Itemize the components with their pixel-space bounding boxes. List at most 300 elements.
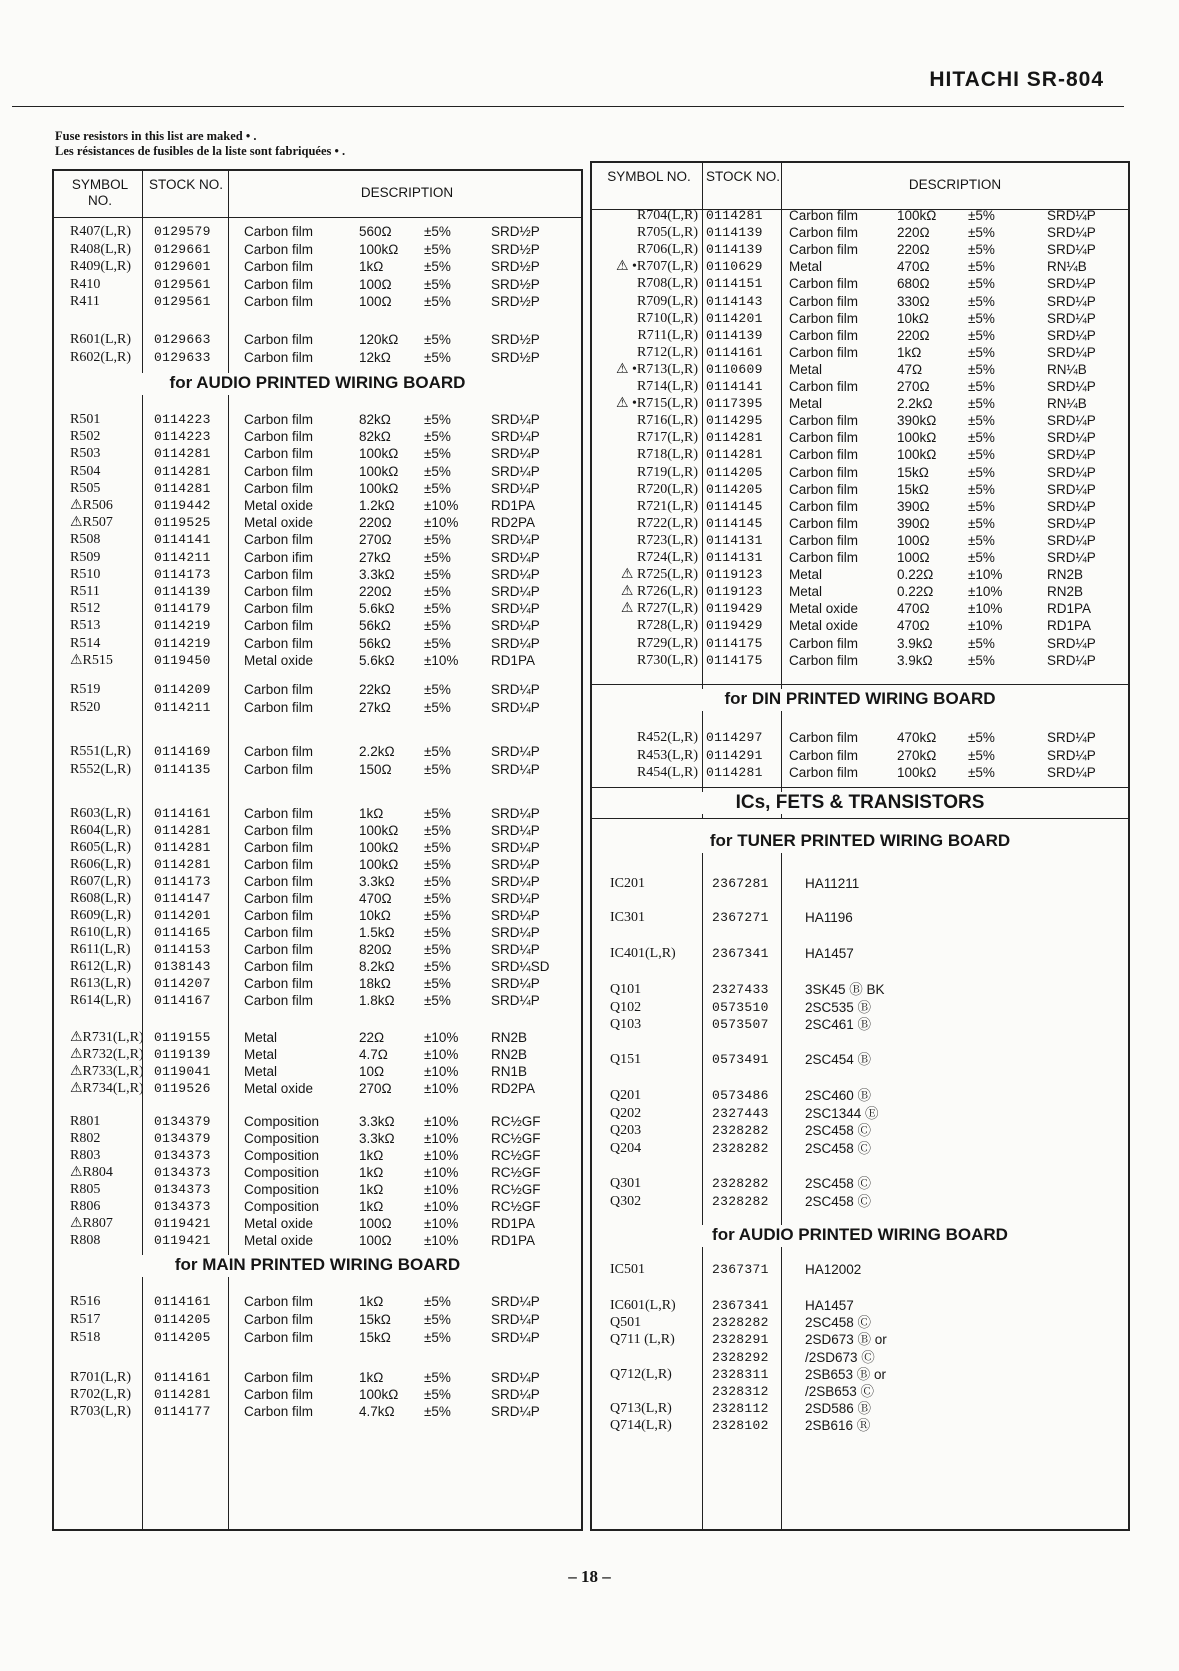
resistor-row bbox=[592, 747, 1128, 765]
stock-number: 0114297 bbox=[706, 730, 763, 745]
stock-number: 2328312 bbox=[712, 1384, 769, 1399]
resistance-value: 100kΩ bbox=[359, 241, 399, 257]
stock-number: 0114135 bbox=[154, 761, 211, 777]
description-type: Carbon film bbox=[789, 225, 859, 241]
device-type: HA1457 bbox=[805, 1298, 854, 1313]
tolerance: ±5% bbox=[968, 730, 995, 745]
resistance-value: 270Ω bbox=[359, 532, 392, 548]
description-type: Carbon film bbox=[244, 806, 314, 821]
tolerance: ±5% bbox=[968, 344, 995, 360]
description-type: Carbon film bbox=[244, 446, 314, 462]
description-type: Carbon film bbox=[244, 891, 314, 906]
semiconductor-row bbox=[592, 1261, 1128, 1279]
resistor-row bbox=[54, 1164, 581, 1182]
part-code: SRD¼P bbox=[491, 566, 540, 582]
resistance-value: 1kΩ bbox=[359, 259, 384, 274]
part-symbol: ⚠ R726(L,R) bbox=[620, 584, 698, 600]
section-ics-fets-transistors: ICs, FETS & TRANSISTORS bbox=[592, 792, 1128, 814]
description-type: Carbon film bbox=[244, 349, 314, 365]
device-type: 2SC458 Ⓒ bbox=[805, 1140, 872, 1156]
part-symbol: R806 bbox=[70, 1199, 101, 1214]
description-type: Carbon film bbox=[244, 942, 314, 957]
resistance-value: 3.3kΩ bbox=[359, 1131, 395, 1146]
tolerance: ±5% bbox=[424, 925, 451, 940]
part-code: RD1PA bbox=[491, 1216, 536, 1231]
resistor-row bbox=[54, 805, 581, 823]
part-symbol: Q202 bbox=[610, 1105, 642, 1121]
tolerance: ±5% bbox=[424, 446, 451, 462]
stock-number: 0119429 bbox=[706, 601, 763, 617]
description-type: Carbon film bbox=[244, 276, 314, 292]
part-code: SRD¼P bbox=[491, 463, 540, 479]
part-symbol: R411 bbox=[70, 294, 100, 309]
part-symbol: Q712(L,R) bbox=[610, 1366, 672, 1382]
description-type: Carbon film bbox=[244, 857, 314, 872]
device-type: 2SC1344 Ⓔ bbox=[805, 1105, 879, 1121]
resistance-value: 1kΩ bbox=[359, 1294, 384, 1309]
resistance-value: 1kΩ bbox=[359, 1148, 384, 1163]
stock-number: 2328102 bbox=[712, 1418, 769, 1434]
stock-number: 0134379 bbox=[154, 1114, 211, 1129]
part-code: SRD¼P bbox=[1047, 550, 1096, 565]
description-type: Metal bbox=[789, 567, 823, 583]
part-code: RN¼B bbox=[1047, 361, 1087, 377]
resistance-value: 1kΩ bbox=[359, 1182, 384, 1197]
stock-number: 0114139 bbox=[706, 242, 763, 258]
description-type: Composition bbox=[244, 1182, 320, 1197]
description-type: Carbon film bbox=[244, 412, 314, 427]
part-code: SRD¼P bbox=[1047, 515, 1096, 531]
resistor-row bbox=[592, 729, 1128, 747]
description-type: Carbon film bbox=[789, 515, 859, 531]
description-type: Composition bbox=[244, 1131, 320, 1146]
tolerance: ±5% bbox=[424, 1330, 451, 1345]
description-type: Carbon film bbox=[244, 840, 314, 855]
document-header-title: HITACHI SR-804 bbox=[929, 68, 1104, 91]
part-symbol: Q103 bbox=[610, 1017, 642, 1032]
description-type: Carbon film bbox=[789, 730, 859, 745]
part-code: SRD¼P bbox=[491, 446, 540, 462]
stock-number: 0114165 bbox=[154, 925, 211, 940]
tolerance: ±5% bbox=[424, 549, 451, 565]
resistor-row bbox=[54, 531, 581, 549]
stock-number: 0114211 bbox=[154, 549, 211, 565]
resistance-value: 27kΩ bbox=[359, 699, 391, 715]
part-symbol: R602(L,R) bbox=[70, 349, 132, 365]
part-symbol: R803 bbox=[70, 1148, 101, 1163]
resistor-row bbox=[592, 764, 1128, 782]
tolerance: ±5% bbox=[968, 550, 995, 565]
resistor-row bbox=[592, 378, 1128, 396]
resistor-row bbox=[54, 223, 581, 241]
stock-number: 0119041 bbox=[154, 1064, 211, 1079]
resistance-value: 390Ω bbox=[897, 498, 930, 514]
stock-number: 0114281 bbox=[154, 446, 211, 462]
part-symbol: R454(L,R) bbox=[636, 765, 698, 780]
part-code: RD2PA bbox=[491, 515, 536, 531]
stock-number: 0114205 bbox=[706, 481, 763, 497]
part-symbol: Q204 bbox=[610, 1140, 642, 1156]
description-type: Composition bbox=[244, 1114, 320, 1129]
part-code: SRD¼P bbox=[1047, 447, 1096, 463]
part-symbol: ⚠ R725(L,R) bbox=[620, 567, 698, 583]
description-type: Metal bbox=[244, 1064, 278, 1079]
part-symbol: R717(L,R) bbox=[636, 430, 698, 446]
resistor-row bbox=[592, 327, 1128, 345]
resistor-row bbox=[54, 635, 581, 653]
stock-number: 0114173 bbox=[154, 566, 211, 582]
resistance-value: 560Ω bbox=[359, 224, 392, 239]
tolerance: ±5% bbox=[968, 635, 995, 651]
part-symbol: IC601(L,R) bbox=[610, 1298, 676, 1313]
parts-table-left bbox=[52, 169, 583, 1531]
tolerance: ±5% bbox=[424, 601, 451, 617]
description-type: Carbon ifim bbox=[244, 549, 314, 565]
stock-number: 0114139 bbox=[706, 225, 763, 241]
description-type: Carbon film bbox=[244, 1330, 314, 1345]
description-type: Metal bbox=[789, 361, 823, 377]
part-symbol: R510 bbox=[70, 566, 101, 582]
header-rule bbox=[12, 106, 1124, 107]
stock-number: 0114147 bbox=[154, 891, 211, 906]
part-symbol: R410 bbox=[70, 276, 101, 292]
description-type: Carbon film bbox=[244, 463, 314, 479]
resistance-value: 100kΩ bbox=[359, 463, 399, 479]
tolerance: ±5% bbox=[968, 515, 995, 531]
section-audio-pwb-ics: for AUDIO PRINTED WIRING BOARD bbox=[592, 1225, 1128, 1247]
resistance-value: 680Ω bbox=[897, 276, 930, 292]
tolerance: ±10% bbox=[424, 652, 459, 668]
tolerance: ±5% bbox=[424, 993, 451, 1008]
part-code: SRD¼P bbox=[491, 891, 540, 906]
stock-number: 0119155 bbox=[154, 1030, 211, 1045]
part-code: SRD¼P bbox=[1047, 464, 1096, 480]
resistance-value: 220Ω bbox=[359, 515, 392, 531]
resistor-row bbox=[592, 600, 1128, 618]
resistor-row bbox=[54, 349, 581, 367]
resistance-value: 220Ω bbox=[897, 242, 930, 258]
tolerance: ±10% bbox=[424, 1148, 459, 1163]
semiconductor-row bbox=[592, 1105, 1128, 1123]
resistor-row bbox=[54, 1215, 581, 1233]
section-main-pwb: for MAIN PRINTED WIRING BOARD bbox=[54, 1255, 581, 1277]
stock-number: 0114139 bbox=[154, 584, 211, 599]
semiconductor-row bbox=[592, 981, 1128, 999]
part-symbol: R409(L,R) bbox=[70, 259, 132, 274]
resistance-value: 5.6kΩ bbox=[359, 601, 395, 617]
resistance-value: 3.3kΩ bbox=[359, 1114, 395, 1129]
part-code: SRD¼P bbox=[1047, 293, 1096, 309]
part-symbol: R702(L,R) bbox=[70, 1387, 132, 1402]
semiconductor-row bbox=[592, 999, 1128, 1017]
tolerance: ±5% bbox=[424, 1312, 451, 1327]
part-code: RD2PA bbox=[491, 1081, 536, 1096]
description-type: Carbon film bbox=[789, 430, 859, 446]
device-type: /2SB653 Ⓒ bbox=[805, 1384, 875, 1399]
description-type: Metal bbox=[244, 1030, 278, 1045]
stock-number: 0114281 bbox=[154, 1387, 211, 1402]
stock-number: 2328291 bbox=[712, 1332, 769, 1348]
resistance-value: 8.2kΩ bbox=[359, 959, 395, 974]
part-symbol: R519 bbox=[70, 682, 101, 697]
resistor-row bbox=[54, 652, 581, 670]
resistor-row bbox=[54, 1311, 581, 1329]
tolerance: ±5% bbox=[424, 618, 451, 634]
tolerance: ±5% bbox=[968, 276, 995, 292]
stock-number: 0119429 bbox=[706, 618, 763, 634]
part-symbol: R706(L,R) bbox=[636, 242, 698, 258]
tolerance: ±5% bbox=[968, 259, 995, 275]
tolerance: ±10% bbox=[424, 498, 459, 513]
stock-number: 0134379 bbox=[154, 1131, 211, 1146]
resistance-value: 4.7Ω bbox=[359, 1047, 388, 1062]
description-type: Metal oxide bbox=[789, 601, 859, 617]
tolerance: ±5% bbox=[424, 874, 451, 889]
stock-number: 2328282 bbox=[712, 1140, 769, 1156]
resistor-row bbox=[54, 1198, 581, 1216]
stock-number: 0114151 bbox=[706, 276, 763, 292]
resistance-value: 0.22Ω bbox=[897, 567, 934, 583]
part-symbol: Q101 bbox=[610, 982, 642, 997]
description-type: Carbon film bbox=[789, 652, 859, 668]
tolerance: ±5% bbox=[968, 481, 995, 497]
stock-number: 0129661 bbox=[154, 241, 211, 257]
part-code: SRD¼P bbox=[491, 412, 540, 427]
tolerance: ±5% bbox=[968, 225, 995, 241]
resistance-value: 22kΩ bbox=[359, 682, 391, 697]
description-type: Carbon film bbox=[789, 481, 859, 497]
stock-number: 0114131 bbox=[706, 532, 763, 548]
description-type: Carbon film bbox=[789, 498, 859, 514]
resistor-row bbox=[54, 992, 581, 1010]
semiconductor-row bbox=[592, 1016, 1128, 1034]
part-code: RN2B bbox=[1047, 567, 1084, 583]
resistance-value: 10Ω bbox=[359, 1064, 385, 1079]
stock-number: 0114173 bbox=[154, 874, 211, 889]
tolerance: ±10% bbox=[424, 1114, 459, 1129]
part-code: SRD¼P bbox=[1047, 413, 1096, 429]
stock-number: 0119442 bbox=[154, 498, 211, 513]
part-symbol: R518 bbox=[70, 1330, 101, 1345]
stock-number: 0114281 bbox=[154, 480, 211, 496]
semiconductor-row bbox=[592, 1297, 1128, 1315]
part-symbol: R802 bbox=[70, 1131, 101, 1146]
resistance-value: 390kΩ bbox=[897, 413, 937, 429]
fuse-notes bbox=[55, 129, 345, 159]
part-symbol: Q102 bbox=[610, 999, 642, 1015]
semiconductor-row bbox=[592, 909, 1128, 927]
part-symbol: R607(L,R) bbox=[70, 874, 132, 889]
stock-number: 2328282 bbox=[712, 1315, 769, 1331]
stock-number: 0114161 bbox=[154, 806, 211, 821]
description-type: Metal oxide bbox=[244, 515, 314, 531]
part-symbol: R721(L,R) bbox=[636, 498, 698, 514]
description-type: Carbon film bbox=[244, 332, 314, 347]
stock-number: 0114295 bbox=[706, 413, 763, 429]
tolerance: ±5% bbox=[424, 682, 451, 697]
resistor-row bbox=[54, 1403, 581, 1421]
part-symbol: R709(L,R) bbox=[636, 293, 698, 309]
resistance-value: 100kΩ bbox=[897, 447, 937, 463]
part-code: SRD¼P bbox=[491, 618, 540, 634]
part-code: SRD½P bbox=[491, 241, 540, 257]
stock-number: 0114219 bbox=[154, 635, 211, 651]
tolerance: ±5% bbox=[424, 224, 451, 239]
part-code: RN¼B bbox=[1047, 396, 1087, 412]
tolerance: ±5% bbox=[424, 276, 451, 292]
description-type: Carbon film bbox=[789, 532, 859, 548]
resistor-row bbox=[54, 975, 581, 993]
part-code: SRD¼P bbox=[1047, 379, 1096, 394]
stock-number: 0114209 bbox=[154, 682, 211, 697]
resistor-row bbox=[54, 873, 581, 891]
part-code: SRD¼P bbox=[491, 699, 540, 715]
semiconductor-row bbox=[592, 945, 1128, 963]
description-type: Carbon film bbox=[789, 293, 859, 309]
resistor-row bbox=[54, 600, 581, 618]
resistance-value: 15kΩ bbox=[359, 1312, 391, 1327]
tolerance: ±5% bbox=[424, 532, 451, 548]
part-code: SRD¼P bbox=[491, 635, 540, 651]
resistance-value: 100kΩ bbox=[359, 823, 399, 838]
part-code: RC½GF bbox=[491, 1114, 541, 1129]
description-type: Carbon film bbox=[244, 259, 314, 274]
resistor-row bbox=[592, 429, 1128, 447]
part-symbol: R605(L,R) bbox=[70, 840, 132, 855]
resistance-value: 15kΩ bbox=[897, 464, 929, 480]
stock-number: 2367341 bbox=[712, 1298, 769, 1313]
tolerance: ±10% bbox=[424, 1131, 459, 1146]
description-type: Metal oxide bbox=[244, 1216, 314, 1231]
header-description: DESCRIPTION bbox=[908, 177, 1002, 192]
stock-number: 0114205 bbox=[154, 1330, 211, 1345]
tolerance: ±5% bbox=[424, 349, 451, 365]
tolerance: ±5% bbox=[424, 840, 451, 855]
part-symbol: R723(L,R) bbox=[636, 532, 698, 548]
description-type: Carbon film bbox=[244, 635, 314, 651]
device-type: HA1196 bbox=[805, 910, 853, 925]
part-code: SRD¼P bbox=[491, 1370, 540, 1385]
part-symbol: R551(L,R) bbox=[70, 744, 132, 759]
description-type: Metal oxide bbox=[244, 498, 314, 513]
section-tuner-pwb: for TUNER PRINTED WIRING BOARD bbox=[592, 831, 1128, 853]
part-symbol: R728(L,R) bbox=[636, 618, 698, 634]
semiconductor-row bbox=[592, 1175, 1128, 1193]
note-french: Les résistances de fusibles de la liste sont fabriquées • . bbox=[55, 144, 346, 158]
description-type: Carbon film bbox=[789, 413, 859, 429]
stock-number: 2328282 bbox=[712, 1176, 769, 1191]
part-symbol: ⚠R731(L,R) bbox=[70, 1030, 144, 1045]
part-symbol: R716(L,R) bbox=[636, 413, 698, 429]
stock-number: 2327433 bbox=[712, 982, 769, 997]
part-code: RD1PA bbox=[491, 652, 536, 668]
tolerance: ±5% bbox=[424, 566, 451, 582]
part-code: SRD¼P bbox=[1047, 730, 1096, 745]
part-code: SRD½P bbox=[491, 294, 540, 309]
resistor-row bbox=[54, 1029, 581, 1047]
stock-number: 0114281 bbox=[706, 765, 763, 780]
part-code: SRD¼P bbox=[1047, 225, 1096, 241]
tolerance: ±5% bbox=[424, 1294, 451, 1309]
section-rule bbox=[592, 684, 1128, 685]
stock-number: 0573507 bbox=[712, 1017, 769, 1032]
part-code: SRD¼P bbox=[1047, 765, 1096, 780]
device-type: 2SD586 Ⓑ bbox=[805, 1401, 872, 1417]
tolerance: ±5% bbox=[424, 823, 451, 838]
resistor-row bbox=[54, 1232, 581, 1250]
tolerance: ±5% bbox=[424, 635, 451, 651]
part-symbol: R703(L,R) bbox=[70, 1404, 132, 1419]
resistance-value: 100Ω bbox=[897, 532, 930, 548]
resistor-row bbox=[54, 924, 581, 942]
stock-number: 0119421 bbox=[154, 1216, 211, 1231]
section-rule bbox=[592, 787, 1128, 788]
resistance-value: 27kΩ bbox=[359, 549, 391, 565]
resistance-value: 270Ω bbox=[897, 379, 930, 394]
resistance-value: 100kΩ bbox=[897, 765, 937, 780]
resistor-row bbox=[592, 532, 1128, 550]
part-symbol: ⚠ R727(L,R) bbox=[620, 601, 698, 617]
resistor-row bbox=[54, 566, 581, 584]
part-symbol: R503 bbox=[70, 446, 101, 462]
resistance-value: 100kΩ bbox=[359, 1387, 399, 1402]
resistance-value: 470Ω bbox=[359, 891, 392, 906]
resistor-row bbox=[54, 761, 581, 779]
stock-number: 0114179 bbox=[154, 601, 211, 617]
part-symbol: R805 bbox=[70, 1182, 101, 1197]
stock-number: 0114281 bbox=[154, 840, 211, 855]
tolerance: ±5% bbox=[968, 361, 995, 377]
tolerance: ±5% bbox=[968, 379, 995, 394]
part-symbol: R612(L,R) bbox=[70, 959, 132, 974]
resistor-row bbox=[592, 412, 1128, 430]
stock-number: 0114131 bbox=[706, 550, 763, 565]
part-symbol: R704(L,R) bbox=[636, 208, 698, 223]
part-symbol: ⚠R732(L,R) bbox=[70, 1047, 144, 1062]
resistor-row bbox=[592, 583, 1128, 601]
part-symbol: ⚠ •R713(L,R) bbox=[615, 361, 698, 377]
resistance-value: 82kΩ bbox=[359, 429, 391, 445]
part-code: SRD¼P bbox=[1047, 327, 1096, 343]
description-type: Carbon film bbox=[244, 294, 314, 309]
part-symbol: R730(L,R) bbox=[636, 652, 698, 668]
resistance-value: 470Ω bbox=[897, 618, 930, 634]
stock-number: 0114143 bbox=[706, 293, 763, 309]
stock-number: 2367271 bbox=[712, 910, 769, 925]
resistance-value: 5.6kΩ bbox=[359, 652, 395, 668]
description-type: Carbon film bbox=[789, 635, 859, 651]
semiconductor-row bbox=[592, 1383, 1128, 1401]
resistor-row bbox=[54, 428, 581, 446]
resistor-row bbox=[54, 617, 581, 635]
resistor-row bbox=[54, 890, 581, 908]
stock-number: 0114145 bbox=[706, 498, 763, 514]
part-symbol: R708(L,R) bbox=[636, 276, 698, 292]
resistance-value: 1.8kΩ bbox=[359, 993, 395, 1008]
description-type: Metal bbox=[244, 1047, 278, 1062]
description-type: Carbon film bbox=[244, 925, 314, 940]
stock-number: 0114201 bbox=[154, 908, 211, 923]
semiconductor-row bbox=[592, 1400, 1128, 1418]
stock-number: 0114281 bbox=[706, 208, 763, 223]
resistance-value: 2.2kΩ bbox=[897, 396, 933, 412]
resistance-value: 220Ω bbox=[897, 225, 930, 241]
description-type: Carbon film bbox=[789, 208, 859, 223]
stock-number: 0114161 bbox=[154, 1370, 211, 1385]
description-type: Carbon film bbox=[244, 566, 314, 582]
stock-number: 0114201 bbox=[706, 310, 763, 326]
resistance-value: 0.22Ω bbox=[897, 584, 934, 600]
